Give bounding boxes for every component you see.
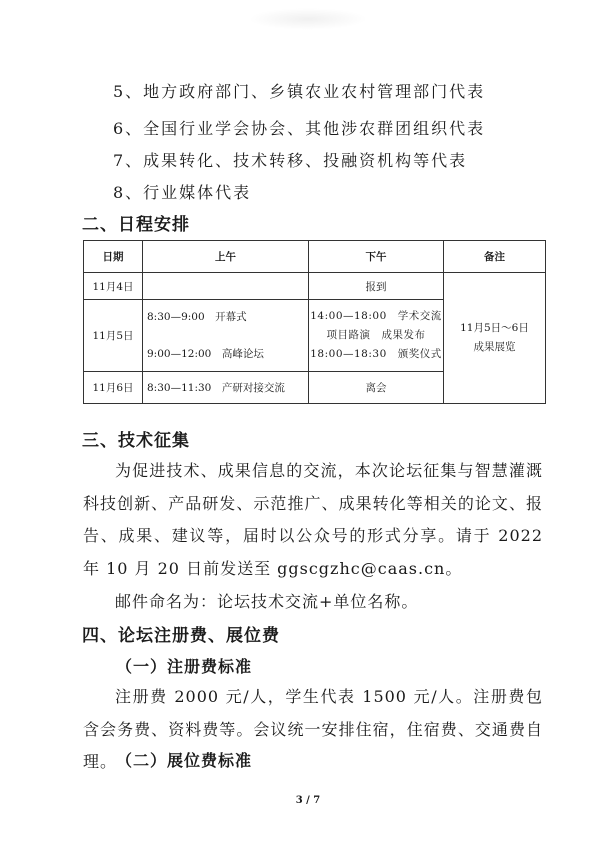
cell-notes [444,273,546,404]
cell-morning [143,273,309,300]
table-header-row [84,241,546,273]
cell-date: 11月4日 [84,273,143,300]
paragraph: 邮件命名为：论坛技术交流+单位名称。 [115,592,419,611]
page-number: 3 / 7 [295,795,321,806]
section-heading-tech-collection: 三、技术征集 [82,431,190,451]
afternoon-line: 项目路演 成果发布 [326,329,426,341]
table-row [84,273,546,300]
schedule-table [83,240,546,404]
cell-morning: 8:30—11:30 产研对接交流 [143,372,309,404]
subheading-booth-fee: （二）展位费标准 [116,751,253,770]
list-item: 5、地方政府部门、乡镇农业农村管理部门代表 [113,82,486,101]
cell-afternoon: 报到 [309,273,444,300]
cell-afternoon [309,300,444,372]
subheading-registration-fee: （一）注册费标准 [116,657,253,676]
cell-afternoon: 离会 [309,372,444,404]
section-heading-fees: 四、论坛注册费、展位费 [82,626,280,646]
afternoon-line: 14:00—18:00 学术交流 [310,310,442,322]
notes-line: 成果展览 [473,341,516,353]
morning-line: 9:00—12:00 高峰论坛 [147,347,264,360]
list-item: 8、行业媒体代表 [113,183,252,202]
cell-date: 11月5日 [84,300,143,372]
morning-line: 8:30—9:00 开幕式 [147,310,247,323]
paragraph: 注册费 2000 元/人，学生代表 1500 元/人。注册费包含会务费、资料费等。会议统一安排住宿，住宿费、交通费自理。 [83,687,543,771]
section-heading-schedule: 二、日程安排 [82,215,190,235]
afternoon-line: 18:00—18:30 颁奖仪式 [310,348,442,360]
notes-line: 11月5日～6日 [460,322,529,334]
header-notes: 备注 [444,241,546,273]
cell-date: 11月6日 [84,372,143,404]
paragraph: 为促进技术、成果信息的交流，本次论坛征集与智慧灌溉科技创新、产品研发、示范推广、成果转化等相关的论文、报告、成果、建议等，届时以公众号的形式分享。请于 2022 年 10 月 20 日前发送至 ggscgzhc@caas.cn。 [83,461,543,578]
list-item: 7、成果转化、技术转移、投融资机构等代表 [113,151,468,170]
header-morning: 上午 [143,241,309,273]
header-afternoon: 下午 [309,241,444,273]
list-item: 6、全国行业学会协会、其他涉农群团组织代表 [113,119,486,138]
header-date: 日期 [84,241,143,273]
scan-artifact [248,8,368,30]
cell-morning [143,300,309,372]
